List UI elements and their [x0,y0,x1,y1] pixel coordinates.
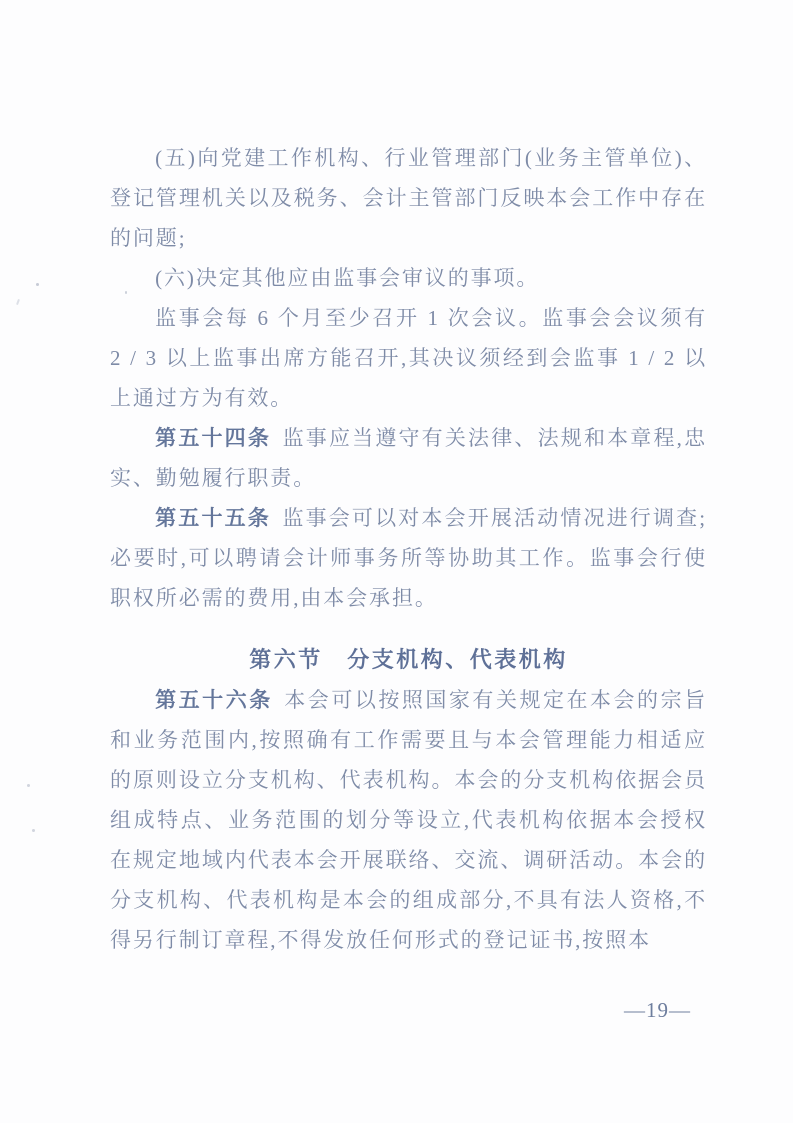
article-55-text: 监事会可以对本会开展活动情况进行调查;必要时,可以聘请会计师事务所等协助其工作。监事会行使职权所必需的费用,由本会承担。 [110,506,707,610]
article-54-text: 监事应当遵守有关法律、法规和本章程,忠实、勤勉履行职责。 [110,426,707,490]
paragraph-clause-6: (六)决定其他应由监事会审议的事项。 [155,266,540,290]
scan-speck [27,784,30,787]
scan-speck [32,829,35,832]
article-55-number: 第五十五条 [155,506,271,530]
paragraph-article-56 [110,680,707,960]
article-56-number: 第五十六条 [155,688,273,712]
scan-speck [125,291,127,294]
paragraph-article-54 [110,418,707,498]
document-body [110,138,707,960]
paragraph-supervisory-meeting-rules: 监事会每 6 个月至少召开 1 次会议。监事会会议须有 2 / 3 以上监事出席方能召开,其决议须经到会监事 1 / 2 以上通过方为有效。 [110,306,707,410]
scan-speck [36,283,39,286]
article-54-number: 第五十四条 [155,426,272,450]
section-heading-chapter-6: 第六节 分支机构、代表机构 [249,647,568,672]
article-56-text: 本会可以按照国家有关规定在本会的宗旨和业务范围内,按照确有工作需要且与本会管理能力相适应的原则设立分支机构、代表机构。本会的分支机构依据会员组成特点、业务范围的划分等设立,代表机构依据本会授权在规定地域内代表本会开展联络、交流、调研活动。本会的分支机构、代表机构是本会的组成部分,不具有法人资格,不得另行制订章程,不得发放任何形式的登记证书,按照本 [110,688,707,952]
paragraph-clause-5: (五)向党建工作机构、行业管理部门(业务主管单位)、登记管理机关以及税务、会计主管部门反映本会工作中存在的问题; [110,146,707,250]
paragraph-article-55 [110,498,707,618]
page-number: —19— [624,998,691,1022]
scan-speck [16,299,20,305]
